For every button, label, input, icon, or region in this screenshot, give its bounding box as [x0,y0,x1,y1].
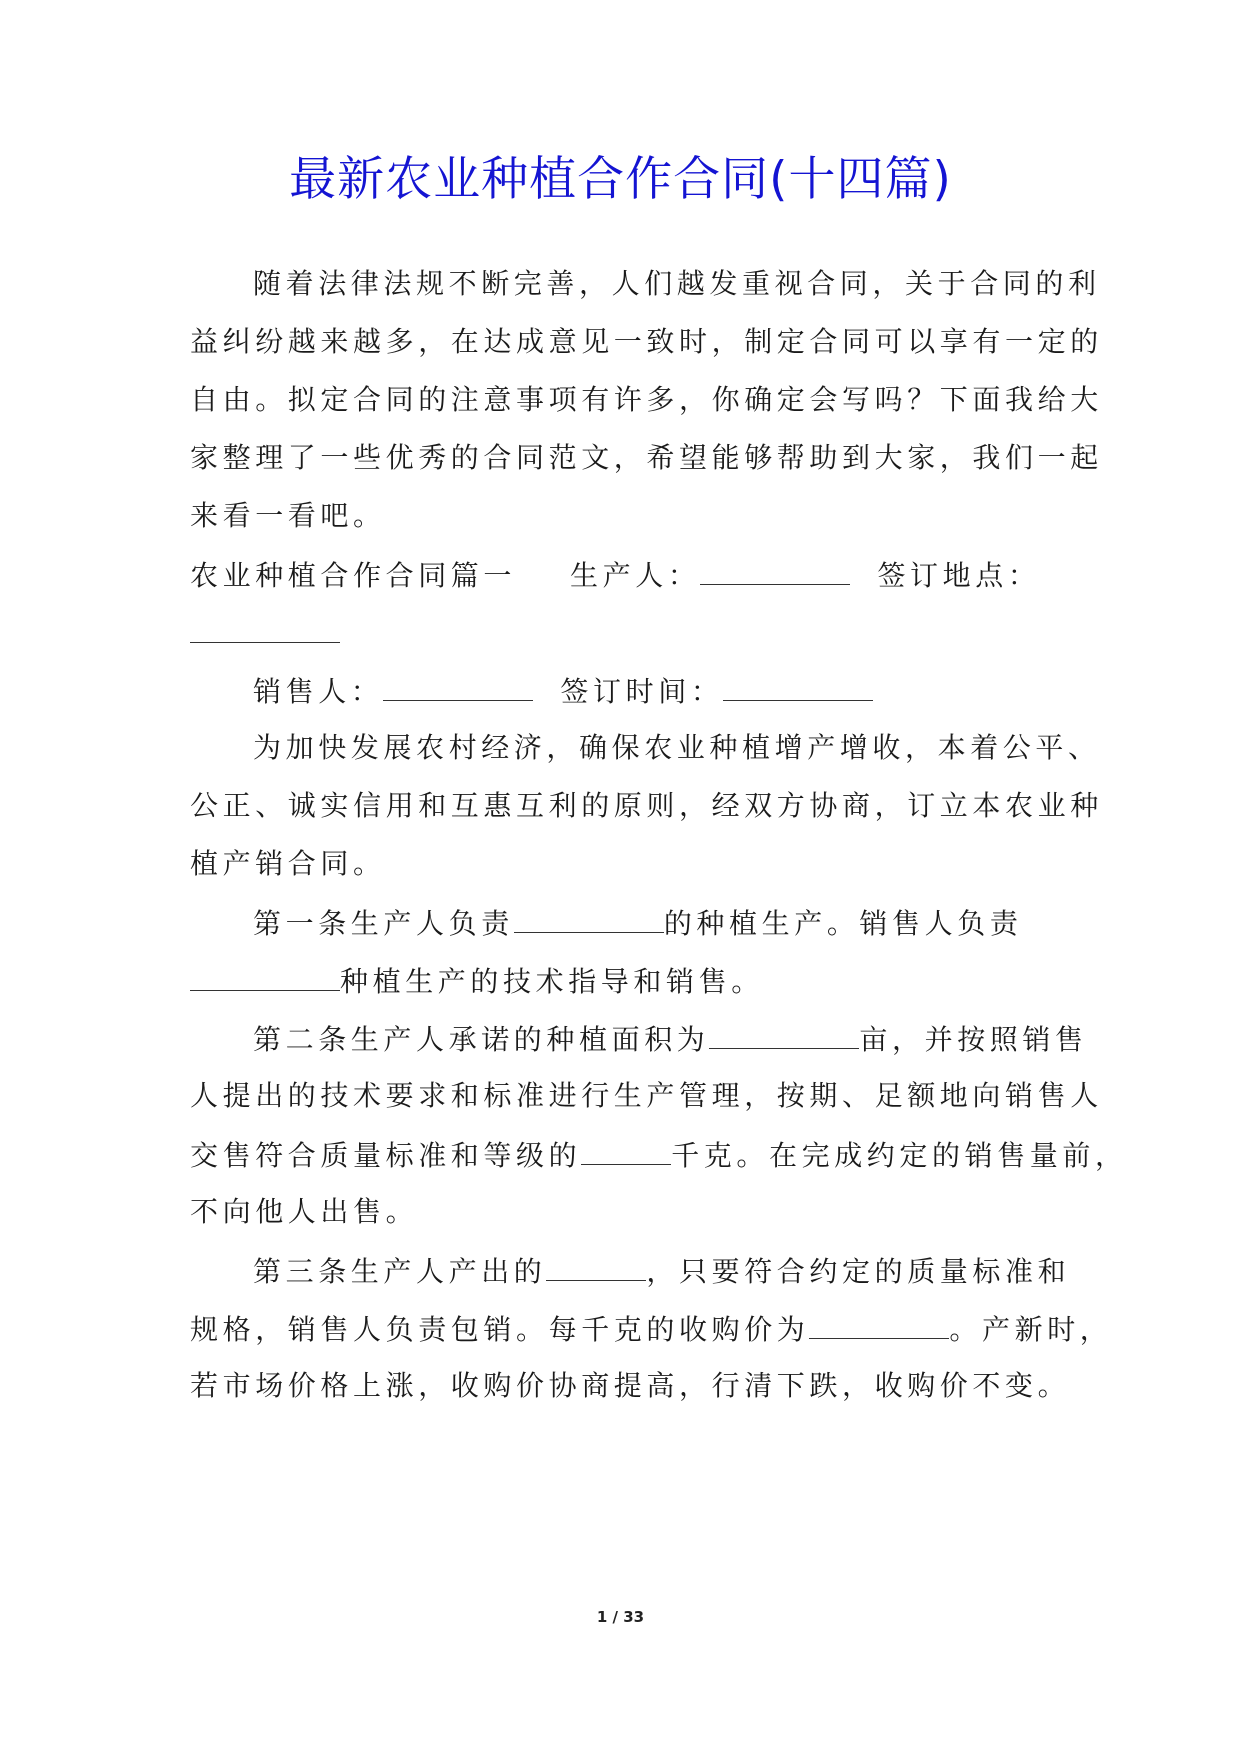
intro-line-2: 益纠纷越来越多，在达成意见一致时，制定合同可以享有一定的 [190,325,1103,358]
page-number: 1 / 33 [596,1608,645,1626]
purpose-line-1: 为加快发展农村经济，确保农业种植增产增收，本着公平、 [253,731,1101,764]
producer-blank [700,554,850,585]
article2-text-d: 千克。在完成约定的销售量前， [671,1139,1128,1172]
article1-line-1 [253,902,1022,944]
article2-text-c: 交售符合质量标准和等级的 [190,1139,582,1172]
producer-label: 生产人： [570,559,701,592]
article1-line-2 [190,960,764,1002]
seller-crop-blank [190,960,340,991]
article1-text-b: 的种植生产。销售人负责 [663,907,1023,940]
article3-line-3: 若市场价格上涨，收购价协商提高，行清下跌，收购价不变。 [190,1369,1071,1402]
article3-line-1 [253,1250,1070,1292]
seller-blank [383,670,533,701]
article1-text-c: 种植生产的技术指导和销售。 [340,965,764,998]
article3-text-b: ，只要符合约定的质量标准和 [646,1255,1071,1288]
article2-line-2: 人提出的技术要求和标准进行生产管理，按期、足额地向销售人 [190,1079,1103,1112]
seller-label: 销售人： [253,675,384,708]
sign-place-blank [190,612,340,643]
intro-line-3: 自由。拟定合同的注意事项有许多，你确定会写吗？下面我给大 [190,383,1103,416]
sign-time-label: 签订时间： [560,675,724,708]
document-title: 最新农业种植合作合同(十四篇) [289,152,952,207]
sign-place-label: 签订地点： [877,559,1041,592]
product-blank [546,1250,646,1281]
article2-line-4: 不向他人出售。 [190,1195,419,1228]
intro-line-1: 随着法律法规不断完善，人们越发重视合同，关于合同的利 [253,267,1101,300]
article2-line-3 [190,1134,1128,1176]
seller-line [253,670,873,712]
purpose-line-3: 植产销合同。 [190,847,386,880]
article2-line-1 [253,1018,1088,1060]
section-header-line [190,554,1040,596]
area-blank [709,1018,859,1049]
intro-line-5: 来看一看吧。 [190,499,386,532]
purpose-line-2: 公正、诚实信用和互惠互利的原则，经双方协商，订立本农业种 [190,789,1103,822]
section-title: 农业种植合作合同篇一 [190,559,517,592]
article3-line-2 [190,1308,1112,1350]
price-blank [809,1308,949,1339]
article3-text-a: 第三条生产人产出的 [253,1255,547,1288]
article2-text-a: 第二条生产人承诺的种植面积为 [253,1023,710,1056]
quantity-blank [581,1134,671,1165]
sign-place-line [190,612,340,654]
sign-time-blank [723,670,873,701]
crop-blank [514,902,664,933]
article2-text-b: 亩，并按照销售 [859,1023,1088,1056]
article3-text-d: 。产新时， [949,1313,1113,1346]
intro-line-4: 家整理了一些优秀的合同范文，希望能够帮助到大家，我们一起 [190,441,1103,474]
article3-text-c: 规格，销售人负责包销。每千克的收购价为 [190,1313,810,1346]
article1-text-a: 第一条生产人负责 [253,907,514,940]
